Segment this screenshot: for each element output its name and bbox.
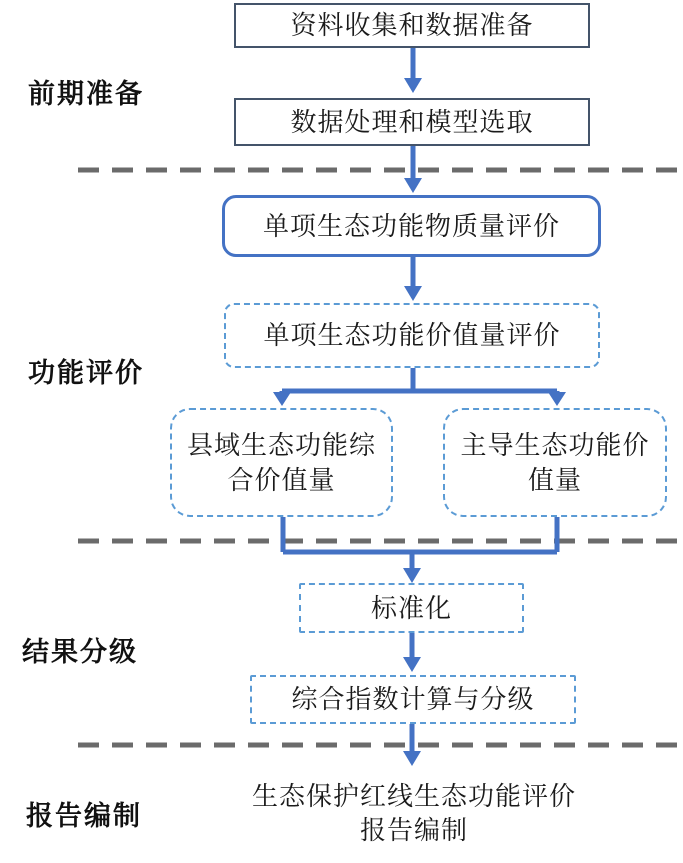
node-composite-index bbox=[250, 675, 576, 724]
node-county-comprehensive-value bbox=[170, 408, 393, 517]
node-value-quantity-eval-label: 单项生态功能价值量评价 bbox=[263, 321, 561, 350]
node-value-quantity-eval bbox=[224, 303, 600, 368]
stage-label-reporting: 报告编制 bbox=[26, 801, 142, 831]
node-data-collection-label: 资料收集和数据准备 bbox=[290, 11, 534, 40]
stage-label-evaluation: 功能评价 bbox=[28, 358, 144, 388]
arrowhead-to-process bbox=[404, 78, 422, 93]
arrowhead-to-standard bbox=[403, 568, 421, 583]
node-dominant-function-value-line2: 值量 bbox=[527, 465, 582, 495]
node-county-comprehensive-value-line2: 合价值量 bbox=[227, 465, 336, 495]
edge-split-connector bbox=[282, 368, 557, 393]
node-material-quantity-eval bbox=[222, 195, 601, 257]
node-composite-index-label: 综合指数计算与分级 bbox=[291, 685, 535, 714]
arrowhead-to-dominant bbox=[548, 392, 566, 406]
node-standardization bbox=[299, 583, 524, 633]
node-report-compilation bbox=[214, 780, 614, 848]
node-standardization-label: 标准化 bbox=[370, 593, 452, 623]
node-county-comprehensive-value-line1: 县域生态功能综 bbox=[186, 430, 376, 460]
stage-label-grading: 结果分级 bbox=[22, 637, 138, 667]
arrow-shafts bbox=[282, 48, 557, 752]
node-material-quantity-eval-label: 单项生态功能物质量评价 bbox=[262, 211, 560, 241]
node-data-processing-label: 数据处理和模型选取 bbox=[290, 107, 534, 137]
node-report-compilation-line2: 报告编制 bbox=[359, 816, 468, 845]
node-dominant-function-value-line1: 主导生态功能价 bbox=[460, 430, 650, 460]
arrowhead-to-material bbox=[404, 178, 422, 193]
arrowhead-to-index bbox=[403, 657, 421, 672]
arrowhead-to-report bbox=[403, 751, 421, 766]
arrowhead-to-county bbox=[273, 392, 291, 406]
node-dominant-function-value bbox=[443, 408, 667, 517]
node-data-collection bbox=[234, 3, 590, 48]
node-report-compilation-line1: 生态保护红线生态功能评价 bbox=[251, 782, 576, 811]
arrowhead-to-value bbox=[404, 286, 422, 301]
node-data-processing bbox=[234, 98, 590, 146]
stage-label-preparation: 前期准备 bbox=[28, 79, 144, 109]
